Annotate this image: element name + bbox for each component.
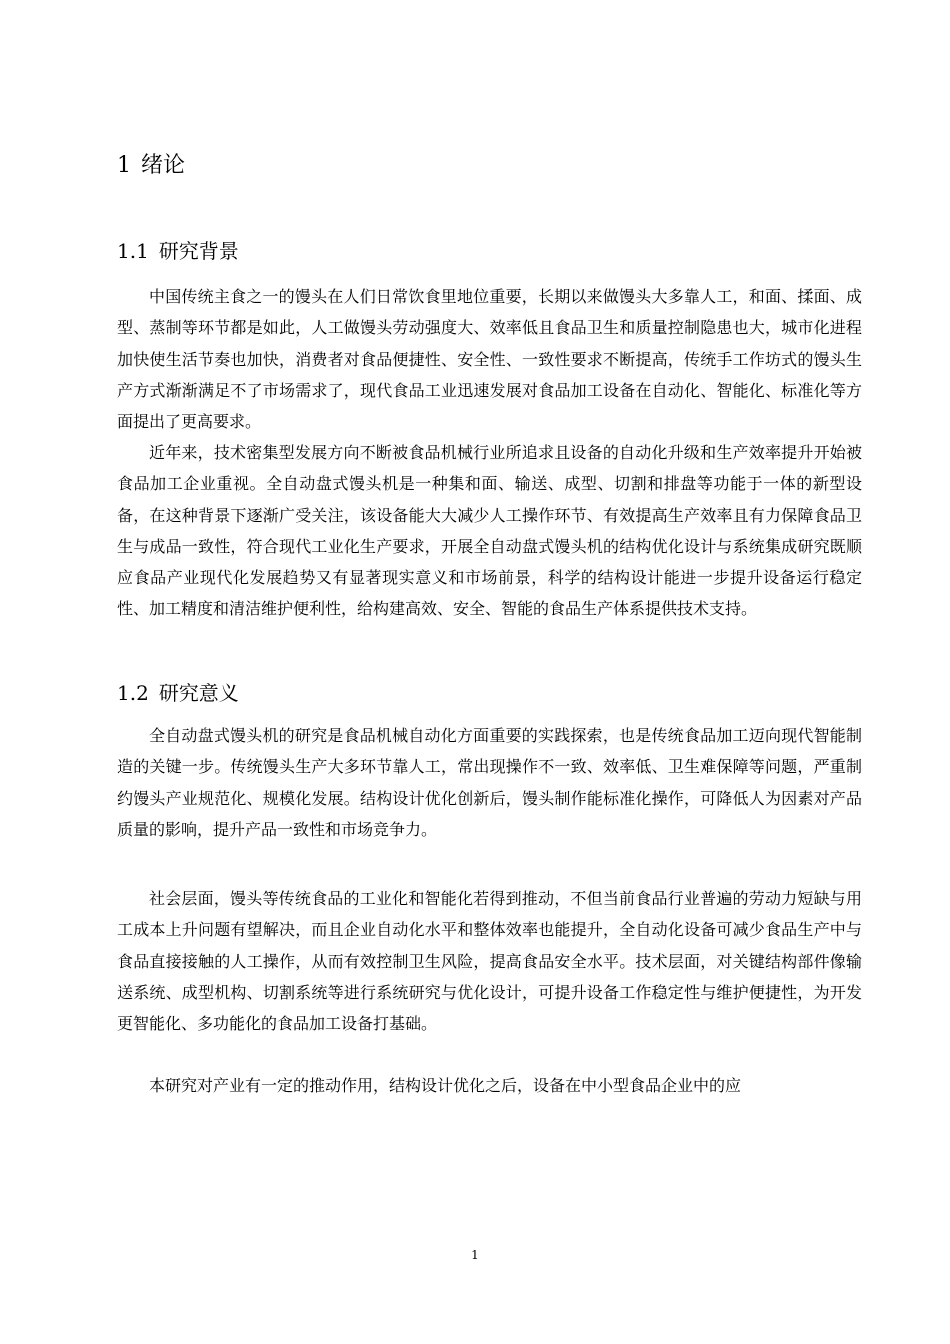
section-title: 研究意义	[158, 681, 239, 705]
page-number: 1	[471, 1248, 479, 1262]
section-number: 1.2	[117, 681, 149, 705]
paragraph-significance-2: 社会层面，馒头等传统食品的工业化和智能化若得到推动，不但当前食品行业普遍的劳动力短缺与用工成本上升问题有望解决，而且企业自动化水平和整体效率也能提升，全自动化设备可减少食品生产中与食品直接接触的人工操作，从而有效控制卫生风险，提高食品安全水平。技术层面，对关键结构部件像输送系统、成型机构、切割系统等进行系统研究与优化设计，可提升设备工作稳定性与维护便捷性，为开发更智能化、多功能化的食品加工设备打基础。	[117, 889, 862, 1034]
section-heading-1-1	[117, 236, 239, 266]
paragraph-significance-1: 全自动盘式馒头机的研究是食品机械自动化方面重要的实践探索，也是传统食品加工迈向现代智能制造的关键一步。传统馒头生产大多环节靠人工，常出现操作不一致、效率低、卫生难保障等问题，严重制约馒头产业规范化、规模化发展。结构设计优化创新后，馒头制作能标准化操作，可降低人为因素对产品质量的影响，提升产品一致性和市场竞争力。	[117, 726, 862, 839]
chapter-number: 1	[117, 153, 131, 178]
section-title: 研究背景	[158, 239, 239, 263]
chapter-heading	[117, 150, 185, 182]
paragraph-background-1: 中国传统主食之一的馒头在人们日常饮食里地位重要，长期以来做馒头大多靠人工，和面、揉面、成型、蒸制等环节都是如此，人工做馒头劳动强度大、效率低且食品卫生和质量控制隐患也大，城市化进程加快使生活节奏也加快，消费者对食品便捷性、安全性、一致性要求不断提高，传统手工作坊式的馒头生产方式渐渐满足不了市场需求了，现代食品工业迅速发展对食品加工设备在自动化、智能化、标准化等方面提出了更高要求。	[117, 287, 862, 432]
paragraph-significance-3: 本研究对产业有一定的推动作用，结构设计优化之后，设备在中小型食品企业中的应	[149, 1076, 742, 1095]
chapter-title: 绪论	[141, 153, 186, 178]
paragraph-background-2: 近年来，技术密集型发展方向不断被食品机械行业所追求且设备的自动化升级和生产效率提升开始被食品加工企业重视。全自动盘式馒头机是一种集和面、输送、成型、切割和排盘等功能于一体的新型设备，在这种背景下逐渐广受关注，该设备能大大减少人工操作环节、有效提高生产效率且有力保障食品卫生与成品一致性，符合现代工业化生产要求，开展全自动盘式馒头机的结构优化设计与系统集成研究既顺应食品产业现代化发展趋势又有显著现实意义和市场前景，科学的结构设计能进一步提升设备运行稳定性、加工精度和清洁维护便利性，给构建高效、安全、智能的食品生产体系提供技术支持。	[117, 443, 862, 619]
section-heading-1-2	[117, 678, 239, 708]
section-number: 1.1	[117, 239, 149, 263]
